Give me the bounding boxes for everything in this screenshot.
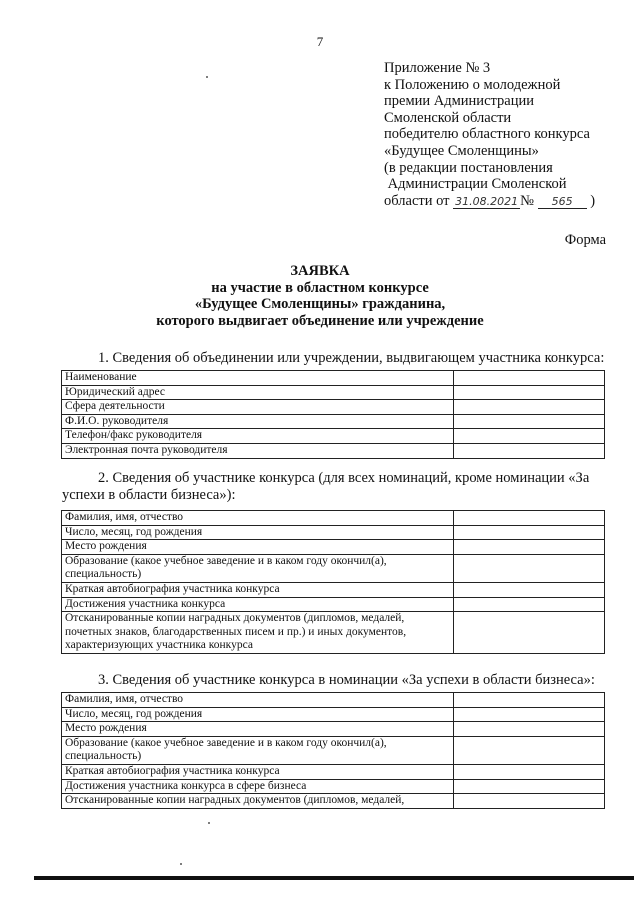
page-number: 7 [316,34,324,49]
section-1-heading: 1. Сведения об объединении или учреждении, выдвигающем участника конкурса: [98,350,605,366]
row-label: Электронная почта руководителя [62,443,454,458]
scan-speck [180,863,182,865]
row-label: Достижения участника конкурса [62,597,454,612]
value-cell[interactable] [454,764,605,779]
handwritten-number: 565 [538,195,587,209]
row-label: Ф.И.О. руководителя [62,414,454,429]
table-row [62,707,605,722]
table-row [62,582,605,597]
appendix-last-prefix: области от [384,192,454,209]
table-row [62,371,605,386]
value-cell[interactable] [454,371,605,386]
value-cell[interactable] [454,707,605,722]
table-row [62,597,605,612]
section-3-table [61,692,605,809]
title-line-1: ЗАЯВКА [290,263,350,279]
row-label: Число, месяц, год рождения [62,707,454,722]
table-row [62,554,605,582]
table-row [62,722,605,737]
row-label: Наименование [62,371,454,386]
value-cell[interactable] [454,582,605,597]
appendix-line: Приложение № 3 [384,60,491,76]
title-line-3: «Будущее Смоленщины» гражданина, [194,296,446,312]
section-2-heading: 2. Сведения об участнике конкурса (для всех номинаций, кроме номинации «За успехи в области бизнеса»): [62,470,590,503]
row-label: Место рождения [62,540,454,555]
appendix-line: премии Администрации [384,93,534,110]
row-label: Место рождения [62,722,454,737]
row-label: Отсканированные копии наградных документов (дипломов, медалей, [62,794,454,809]
table-row [62,443,605,458]
table-row [62,764,605,779]
row-label: Фамилия, имя, отчество [62,693,454,708]
appendix-line: Администрации Смоленской [384,176,567,193]
appendix-line: победителю областного конкурса [384,126,590,143]
handwritten-date: 31.08.2021 [455,194,519,208]
table-row [62,794,605,809]
section-2-table [61,510,605,654]
value-cell[interactable] [454,511,605,526]
form-label: Форма [564,232,606,248]
value-cell[interactable] [454,525,605,540]
row-label: Фамилия, имя, отчество [62,511,454,526]
value-cell[interactable] [454,693,605,708]
document-title [0,263,640,329]
value-cell[interactable] [454,794,605,809]
table-row [62,525,605,540]
value-cell[interactable] [454,736,605,764]
row-label: Краткая автобиография участника конкурса [62,764,454,779]
value-cell[interactable] [454,540,605,555]
section-1-table [61,370,605,459]
scan-speck [206,76,208,78]
table-row [62,429,605,444]
value-cell[interactable] [454,385,605,400]
row-label: Краткая автобиография участника конкурса [62,582,454,597]
row-label: Достижения участника конкурса в сфере бизнеса [62,779,454,794]
table-row [62,540,605,555]
value-cell[interactable] [454,779,605,794]
title-line-4: которого выдвигает объединение или учреждение [156,312,484,329]
row-label: Юридический адрес [62,385,454,400]
number-sign: № [520,192,534,209]
row-label: Образование (какое учебное заведение и в каком году окончил(а), специальность) [62,554,454,582]
table-row [62,400,605,415]
table-row [62,736,605,764]
closing-paren: ) [590,192,596,209]
section-3-heading: 3. Сведения об участнике конкурса в номинации «За успехи в области бизнеса»: [98,672,595,688]
row-label: Образование (какое учебное заведение и в каком году окончил(а), специальность) [62,736,454,764]
table-row [62,693,605,708]
appendix-header [384,60,634,210]
table-row [62,414,605,429]
row-label: Отсканированные копии наградных документов (дипломов, медалей, почетных знаков, благодарственных писем и пр.) и иных документов, характеризующих участника конкурса [62,612,454,654]
scan-speck [208,822,210,824]
table-row [62,511,605,526]
table-row [62,385,605,400]
value-cell[interactable] [454,722,605,737]
appendix-last-line [384,193,634,211]
value-cell[interactable] [454,429,605,444]
value-cell[interactable] [454,400,605,415]
appendix-line: (в редакции постановления [384,159,553,176]
row-label: Телефон/факс руководителя [62,429,454,444]
value-cell[interactable] [454,443,605,458]
appendix-line: Смоленской области [384,109,512,126]
value-cell[interactable] [454,612,605,654]
value-cell[interactable] [454,554,605,582]
row-label: Число, месяц, год рождения [62,525,454,540]
table-row [62,779,605,794]
value-cell[interactable] [454,597,605,612]
appendix-line: к Положению о молодежной [384,76,561,93]
title-line-2: на участие в областном конкурсе [211,279,429,296]
table-row [62,612,605,654]
value-cell[interactable] [454,414,605,429]
row-label: Сфера деятельности [62,400,454,415]
appendix-line: «Будущее Смоленщины» [384,142,539,159]
page-bottom-edge [34,876,634,880]
